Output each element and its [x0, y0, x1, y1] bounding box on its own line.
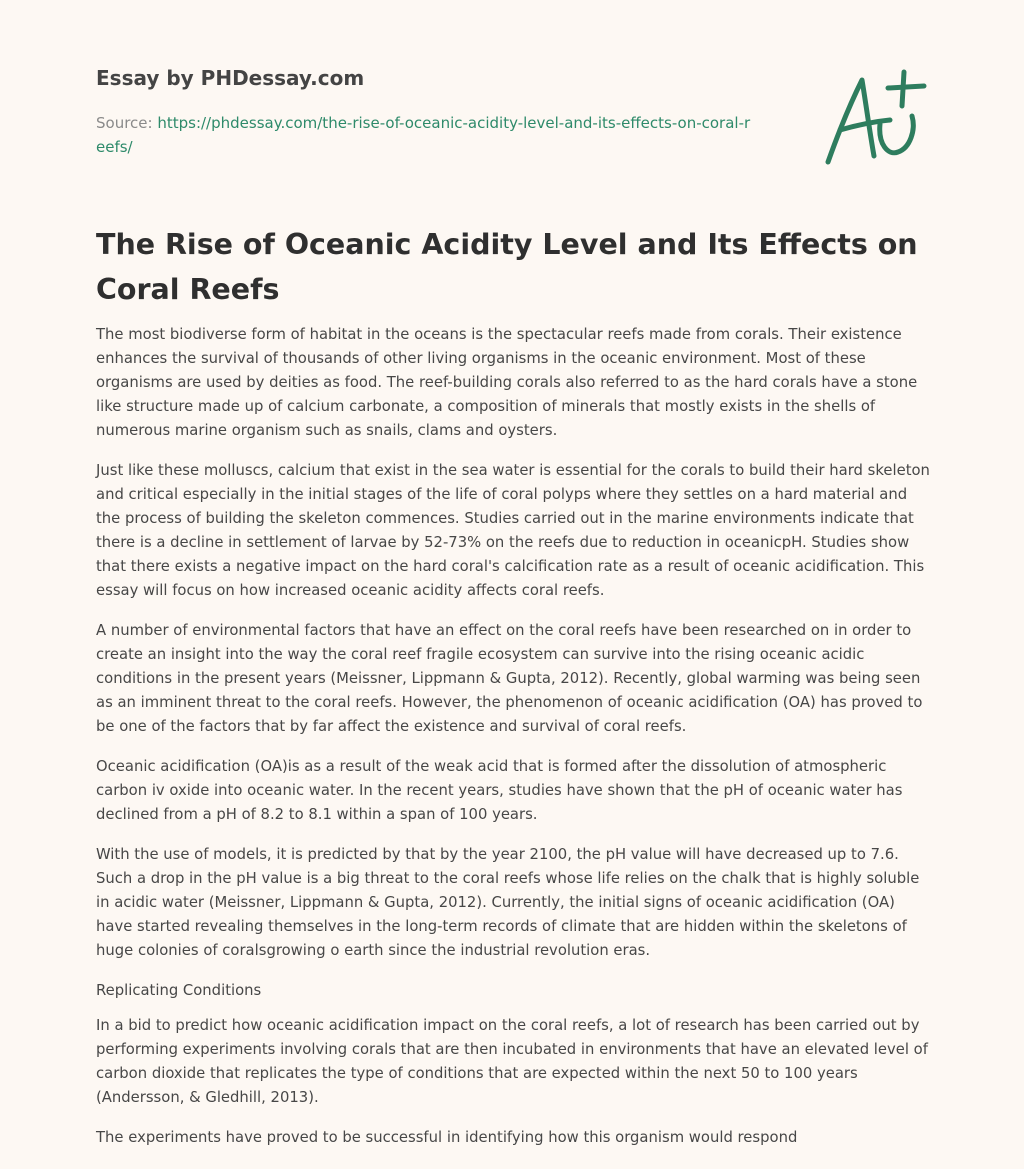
essay-title: The Rise of Oceanic Acidity Level and Its Effects on Coral Reefs [96, 228, 918, 306]
source-label: Source: [96, 114, 158, 132]
site-brand: Essay by PHDessay.com [96, 66, 365, 90]
essay-body [96, 323, 934, 1166]
a-plus-logo-icon [824, 64, 928, 168]
paragraph: A number of environmental factors that have an effect on the coral reefs have been researched on in order to create an insight into the way the coral reef fragile ecosystem can survive into the rising oceanic acidic conditions in the present years (Meissner, Lippmann & Gupta, 2012). Recently, global warming was being seen as an imminent threat to the coral reefs. However, the phenomenon of oceanic acidification (OA) has proved to be one of the factors that by far affect the existence and survival of coral reefs. [96, 622, 923, 735]
section-subheading: Replicating Conditions [96, 982, 262, 999]
paragraph: Just like these molluscs, calcium that exist in the sea water is essential for the corals to build their hard skeleton and critical especially in the initial stages of the life of coral polyps where they settles on a hard material and the process of building the skeleton commences. Studies carried out in the marine environments indicate that there is a decline in settlement of larvae by 52-73% on the reefs due to reduction in oceanicpH. Studies show that there exists a negative impact on the hard coral's calcification rate as a result of oceanic acidification. This essay will focus on how increased oceanic acidity affects coral reefs. [96, 462, 930, 599]
paragraph: In a bid to predict how oceanic acidification impact on the coral reefs, a lot of research has been carried out by performing experiments involving corals that are then incubated in environments that have an elevated level of carbon dioxide that replicates the type of conditions that are expected within the next 50 to 100 years (Andersson, & Gledhill, 2013). [96, 1017, 928, 1106]
source-link[interactable]: https://phdessay.com/the-rise-of-oceanic-acidity-level-and-its-effects-on-coral-reefs/ [96, 114, 751, 156]
source-line [96, 111, 756, 159]
paragraph: The most biodiverse form of habitat in the oceans is the spectacular reefs made from corals. Their existence enhances the survival of thousands of other living organisms in the oceanic environment. Most of these organisms are used by deities as food. The reef-building corals also referred to as the hard corals have a stone like structure made up of calcium carbonate, a composition of minerals that mostly exists in the shells of numerous marine organism such as snails, clams and oysters. [96, 326, 918, 439]
paragraph: The experiments have proved to be successful in identifying how this organism would respond [96, 1129, 798, 1146]
paragraph: Oceanic acidification (OA)is as a result of the weak acid that is formed after the dissolution of atmospheric carbon iv oxide into oceanic water. In the recent years, studies have shown that the pH of oceanic water has declined from a pH of 8.2 to 8.1 within a span of 100 years. [96, 758, 903, 823]
paragraph: With the use of models, it is predicted by that by the year 2100, the pH value will have decreased up to 7.6. Such a drop in the pH value is a big threat to the coral reefs whose life relies on the chalk that is highly soluble in acidic water (Meissner, Lippmann & Gupta, 2012). Currently, the initial signs of oceanic acidification (OA) have started revealing themselves in the long-term records of climate that are hidden within the skeletons of huge colonies of coralsgrowing o earth since the industrial revolution eras. [96, 846, 920, 959]
